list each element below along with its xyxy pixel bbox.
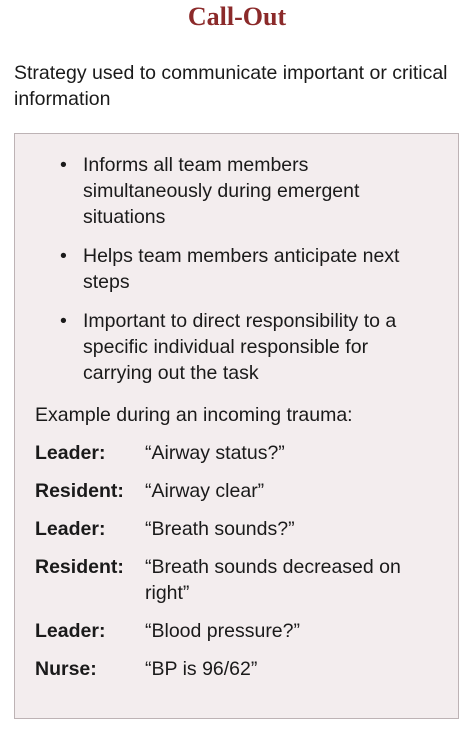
speaker-label: Resident: — [35, 556, 124, 578]
speaker-label: Leader: — [35, 620, 106, 642]
bullet-item — [15, 152, 458, 230]
dialog-row — [35, 478, 445, 504]
speaker-label: Leader: — [35, 518, 106, 540]
bullet-text: Helps team members anticipate next steps — [83, 245, 400, 293]
dialog-row — [35, 440, 445, 466]
dialog-row — [35, 516, 445, 542]
example-heading: Example during an incoming trauma: — [35, 404, 353, 426]
dialog-line: “Breath sounds?” — [145, 518, 295, 540]
dialog-row — [35, 618, 445, 644]
dialog-line: “BP is 96/62” — [145, 658, 258, 680]
bullet-item — [15, 308, 458, 386]
speaker-label: Leader: — [35, 442, 106, 464]
bullet-dot-icon: • — [60, 245, 67, 267]
subtitle: Strategy used to communicate important or critical information — [14, 62, 448, 110]
bullet-dot-icon: • — [60, 154, 67, 176]
dialog-list — [35, 440, 445, 694]
bullet-text: Important to direct responsibility to a specific individual responsible for carrying out the task — [83, 310, 397, 384]
dialog-row — [35, 656, 445, 682]
dialog-row — [35, 554, 445, 606]
dialog-line: “Airway status?” — [145, 442, 285, 464]
dialog-line: “Breath sounds decreased on right” — [145, 556, 401, 604]
page-title: Call-Out — [187, 2, 287, 31]
content-panel — [14, 133, 459, 719]
bullet-dot-icon: • — [60, 310, 67, 332]
speaker-label: Resident: — [35, 480, 124, 502]
speaker-label: Nurse: — [35, 658, 97, 680]
bullet-list — [15, 152, 458, 399]
bullet-item — [15, 243, 458, 295]
bullet-text: Informs all team members simultaneously during emergent situations — [83, 154, 360, 228]
dialog-line: “Blood pressure?” — [145, 620, 300, 642]
dialog-line: “Airway clear” — [145, 480, 265, 502]
